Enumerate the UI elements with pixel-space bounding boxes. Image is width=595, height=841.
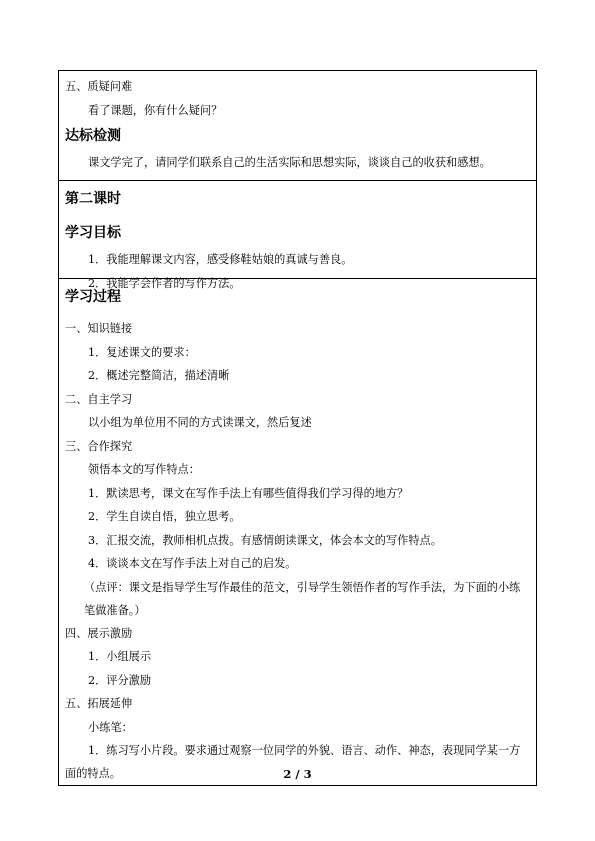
list-item: 2．概述完整简洁，描述清晰 xyxy=(88,369,230,382)
page-number: 2 / 3 xyxy=(283,767,312,781)
section-text: 看了课题，你有什么疑问？ xyxy=(88,103,223,117)
list-item: 2．学生自读自悟，独立思考。 xyxy=(88,510,241,523)
section-heading: 五、质疑问难 xyxy=(65,80,133,93)
list-item: 4．谈谈本文在写作手法上对自己的启发。 xyxy=(88,557,297,570)
section-text: 领悟本文的写作特点： xyxy=(88,463,200,476)
section-heading: 三、合作探究 xyxy=(65,439,133,453)
list-item: 1．默读思考，课文在写作手法上有哪些值得我们学习得的地方？ xyxy=(88,486,409,500)
goals-heading: 学习目标 xyxy=(65,225,121,241)
check-text: 课文学完了，请同学们联系自己的生活实际和思想实际，谈谈自己的收获和感想。 xyxy=(88,156,491,169)
section-heading: 一、知识链接 xyxy=(65,322,133,335)
check-heading: 达标检测 xyxy=(65,128,121,144)
cell-lesson-two-goals xyxy=(59,181,536,290)
lesson-table xyxy=(58,70,537,786)
cell-questions-and-check xyxy=(59,71,536,181)
process-heading: 学习过程 xyxy=(65,289,121,305)
goal-item: 1．我能理解课文内容，感受修鞋姑娘的真诚与善良。 xyxy=(88,253,353,266)
list-item: 1．练习写小片段。要求通过观察一位同学的外貌、语言、动作、神态，表现同学某一方面的特点。 xyxy=(65,744,521,780)
list-item: 1．小组展示 xyxy=(88,650,152,663)
section-text: 小练笔： xyxy=(88,720,133,734)
comment-text: （点评：课文是指导学生写作最佳的范文，引导学生领悟作者的写作手法，为下面的小练笔做准备。） xyxy=(84,580,521,617)
goal-item: 2．我能学会作者的写作方法。 xyxy=(88,276,241,290)
section-heading: 二、自主学习 xyxy=(65,392,133,406)
lesson-heading: 第二课时 xyxy=(65,191,121,207)
section-text: 以小组为单位用不同的方式读课文，然后复述 xyxy=(88,416,312,429)
section-heading: 五、拓展延伸 xyxy=(65,697,133,710)
cell-learning-process xyxy=(59,279,536,785)
list-item: 1．复述课文的要求： xyxy=(88,345,196,359)
list-item: 2．评分激励 xyxy=(88,673,152,687)
section-heading: 四、展示激励 xyxy=(65,626,133,640)
list-item: 3．汇报交流，教师相机点拨。有感情朗读课文，体会本文的写作特点。 xyxy=(88,533,442,547)
